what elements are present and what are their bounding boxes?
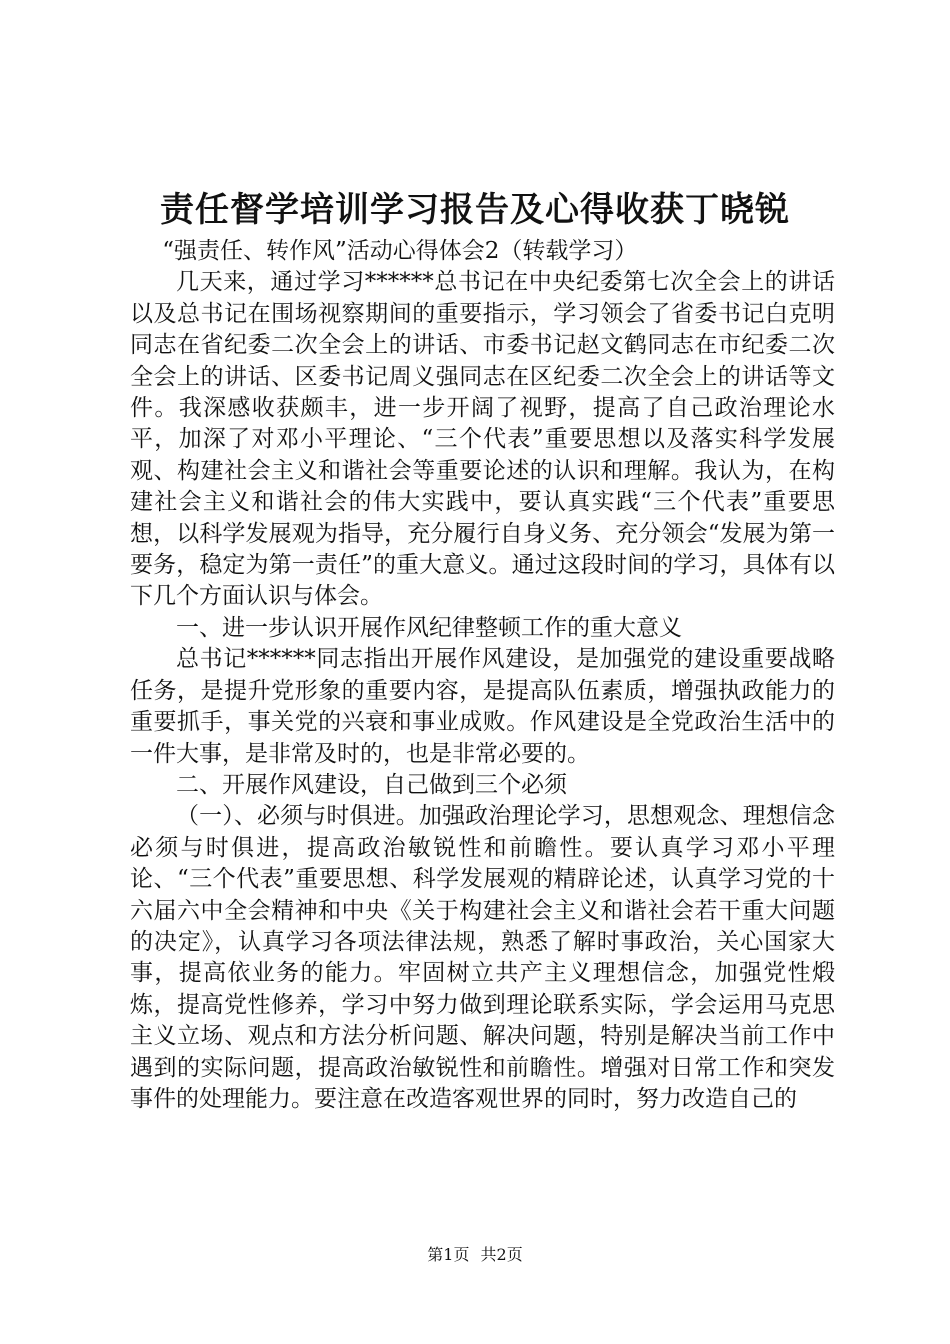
- page-footer: [0, 1244, 950, 1266]
- page-number: 第1页: [427, 1245, 470, 1264]
- document-title: 责任督学培训学习报告及心得收获丁晓锐: [160, 190, 790, 230]
- section-heading: 一、进一步认识开展作风纪律整顿工作的重大意义: [176, 614, 682, 641]
- page-total: 共2页: [480, 1245, 523, 1264]
- body-paragraph: 总书记******同志指出开展作风建设，是加强党的建设重要战略任务，是提升党形象的重要内容，是提高队伍素质，增强执政能力的重要抓手，事关党的兴衰和事业成败。作风建设是全党政治生活中的一件大事，是非常及时的，也是非常必要的。: [130, 646, 835, 767]
- section-heading: 二、开展作风建设，自己做到三个必须: [176, 771, 567, 798]
- document-body: [130, 236, 835, 1115]
- subtitle-paragraph: “强责任、转作风”活动心得体会2（转载学习）: [162, 238, 638, 264]
- body-paragraph: （一）、必须与时俱进。加强政治理论学习，思想观念、理想信念必须与时俱进，提高政治敏锐性和前瞻性。要认真学习邓小平理论、“三个代表”重要思想、科学发展观的精辟论述，认真学习党的十六届六中全会精神和中央《关于构建社会主义和谐社会若干重大问题的决定》，认真学习各项法律法规，熟悉了解时事政治，关心国家大事，提高依业务的能力。牢固树立共产主义理想信念，加强党性煅炼，提高党性修养，学习中努力做到理论联系实际，学会运用马克思主义立场、观点和方法分析问题、解决问题，特别是解决当前工作中遇到的实际问题，提高政治敏锐性和前瞻性。增强对日常工作和突发事件的处理能力。要注意在改造客观世界的同时，努力改造自己的: [130, 803, 835, 1112]
- body-paragraph: 几天来，通过学习******总书记在中央纪委第七次全会上的讲话以及总书记在围场视察期间的重要指示，学习领会了省委书记白克明同志在省纪委二次全会上的讲话、市委书记赵文鹤同志在市纪委二次全会上的讲话、区委书记周义强同志在区纪委二次全会上的讲话等文件。我深感收获颇丰，进一步开阔了视野，提高了自己政治理论水平，加深了对邓小平理论、“三个代表”重要思想以及落实科学发展观、构建社会主义和谐社会等重要论述的认识和理解。我认为，在构建社会主义和谐社会的伟大实践中，要认真实践“三个代表”重要思想，以科学发展观为指导，充分履行自身义务、充分领会“发展为第一要务，稳定为第一责任”的重大意义。通过这段时间的学习，具体有以下几个方面认识与体会。: [130, 269, 835, 610]
